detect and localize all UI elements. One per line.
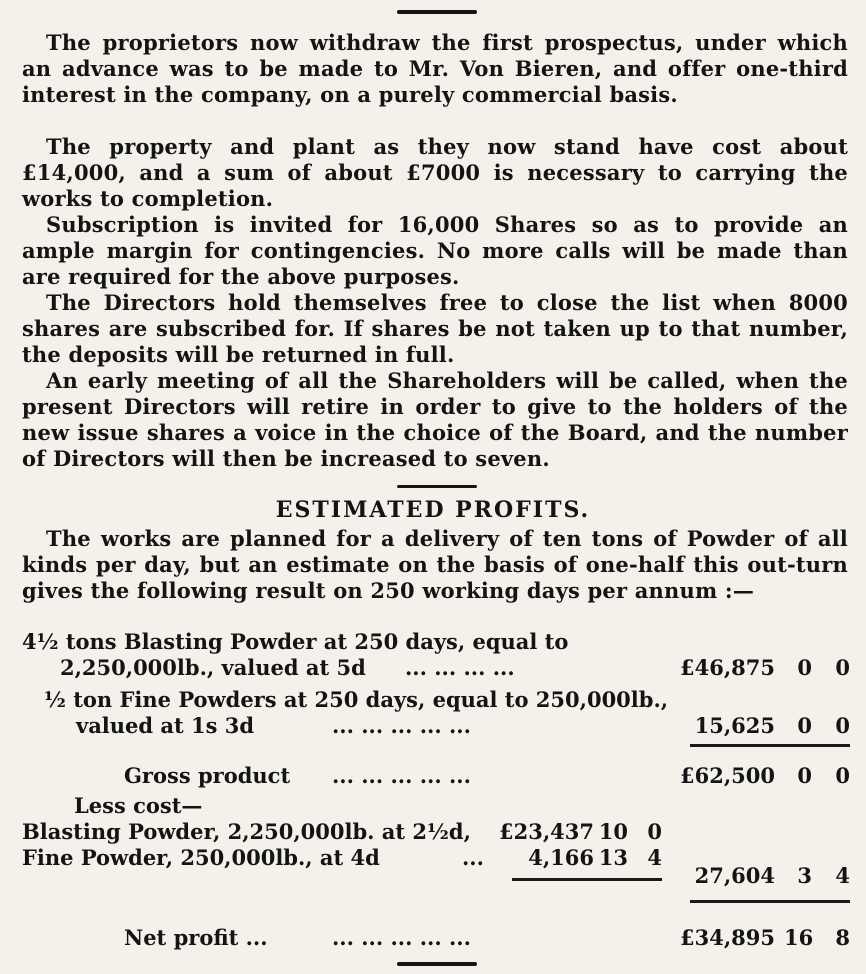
leader-dots: ... bbox=[462, 845, 484, 870]
cost-total-pence: 4 bbox=[835, 863, 850, 888]
gross-label: Gross product bbox=[124, 763, 291, 788]
gross-pence: 0 bbox=[835, 763, 850, 788]
total-rule bbox=[690, 900, 850, 903]
table-row-gross bbox=[0, 762, 866, 790]
paragraph-property-cost: The property and plant as they now stand have cost about £14,000, and a sum of about £7000 is necessary to carrying the works to completion. bbox=[22, 134, 848, 211]
net-profit-pence: 8 bbox=[835, 925, 850, 950]
net-profit-shillings: 16 bbox=[784, 925, 814, 950]
sum-rule bbox=[690, 744, 850, 747]
table-row-fine bbox=[0, 712, 866, 740]
cost-blasting-shillings: 10 bbox=[598, 819, 628, 844]
cost-total-pounds: 27,604 bbox=[694, 863, 775, 888]
cost-fine-label: Fine Powder, 250,000lb., at 4d bbox=[22, 845, 380, 870]
blasting-description: 4½ tons Blasting Powder at 250 days, equal to bbox=[22, 629, 569, 654]
blasting-pounds: £46,875 bbox=[680, 655, 775, 680]
table-row-net-profit bbox=[0, 924, 866, 952]
blasting-valuation: 2,250,000lb., valued at 5d bbox=[60, 655, 366, 680]
cost-blasting-pounds: £23,437 bbox=[499, 819, 594, 844]
table-row-blasting-line1 bbox=[0, 628, 866, 656]
bottom-divider bbox=[397, 962, 477, 966]
table-row-cost-blasting bbox=[0, 818, 866, 846]
leader-dots: ... ... ... ... ... bbox=[332, 763, 471, 788]
cost-fine-pounds: 4,166 bbox=[528, 845, 594, 870]
blasting-shillings: 0 bbox=[797, 655, 812, 680]
paragraph-withdraw-prospectus: The proprietors now withdraw the first prospectus, under which an advance was to be made to Mr. Von Bieren, and offer one-third interest in the company, on a purely commercial basis. bbox=[22, 30, 848, 107]
less-cost-label: Less cost— bbox=[74, 793, 203, 818]
leader-dots: ... ... ... ... ... bbox=[332, 925, 471, 950]
paragraph-estimate-intro: The works are planned for a delivery of ten tons of Powder of all kinds per day, but an estimate on the basis of one-half this out-turn gives the following result on 250 working days per annum :— bbox=[22, 526, 848, 603]
blasting-pence: 0 bbox=[835, 655, 850, 680]
table-row-less-cost bbox=[0, 792, 866, 820]
paragraph-directors-close-list: The Directors hold themselves free to close the list when 8000 shares are subscribed for. If shares be not taken up to that number, the deposits will be returned in full. bbox=[22, 290, 848, 367]
cost-fine-shillings: 13 bbox=[598, 845, 628, 870]
table-row-cost-total bbox=[0, 862, 866, 890]
cost-total-shillings: 3 bbox=[797, 863, 812, 888]
table-row-fine-line1 bbox=[0, 686, 866, 714]
leader-dots: ... ... ... ... ... bbox=[332, 713, 471, 738]
gross-pounds: £62,500 bbox=[680, 763, 775, 788]
cost-fine-pence: 4 bbox=[647, 845, 662, 870]
paragraph-subscription: Subscription is invited for 16,000 Shares so as to provide an ample margin for contingencies. No more calls will be made than are required for the above purposes. bbox=[22, 212, 848, 289]
paragraph-shareholders-meeting: An early meeting of all the Shareholders will be called, when the present Directors will retire in order to give to the holders of the new issue shares a voice in the choice of the Board, and the number of Directors will then be increased to seven. bbox=[22, 368, 848, 471]
gross-shillings: 0 bbox=[797, 763, 812, 788]
net-profit-pounds: £34,895 bbox=[680, 925, 775, 950]
table-row-blasting bbox=[0, 654, 866, 682]
mid-divider bbox=[397, 485, 477, 488]
cost-blasting-label: Blasting Powder, 2,250,000lb. at 2½d, bbox=[22, 819, 471, 844]
fine-valuation: valued at 1s 3d bbox=[76, 713, 255, 738]
fine-pence: 0 bbox=[835, 713, 850, 738]
cost-blasting-pence: 0 bbox=[647, 819, 662, 844]
top-divider bbox=[397, 10, 477, 14]
fine-pounds: 15,625 bbox=[694, 713, 775, 738]
net-profit-label: Net profit ... bbox=[124, 925, 268, 950]
section-heading: ESTIMATED PROFITS. bbox=[275, 497, 591, 523]
fine-description: ½ ton Fine Powders at 250 days, equal to 250,000lb., bbox=[44, 687, 669, 712]
leader-dots: ... ... ... ... bbox=[405, 655, 515, 680]
fine-shillings: 0 bbox=[797, 713, 812, 738]
